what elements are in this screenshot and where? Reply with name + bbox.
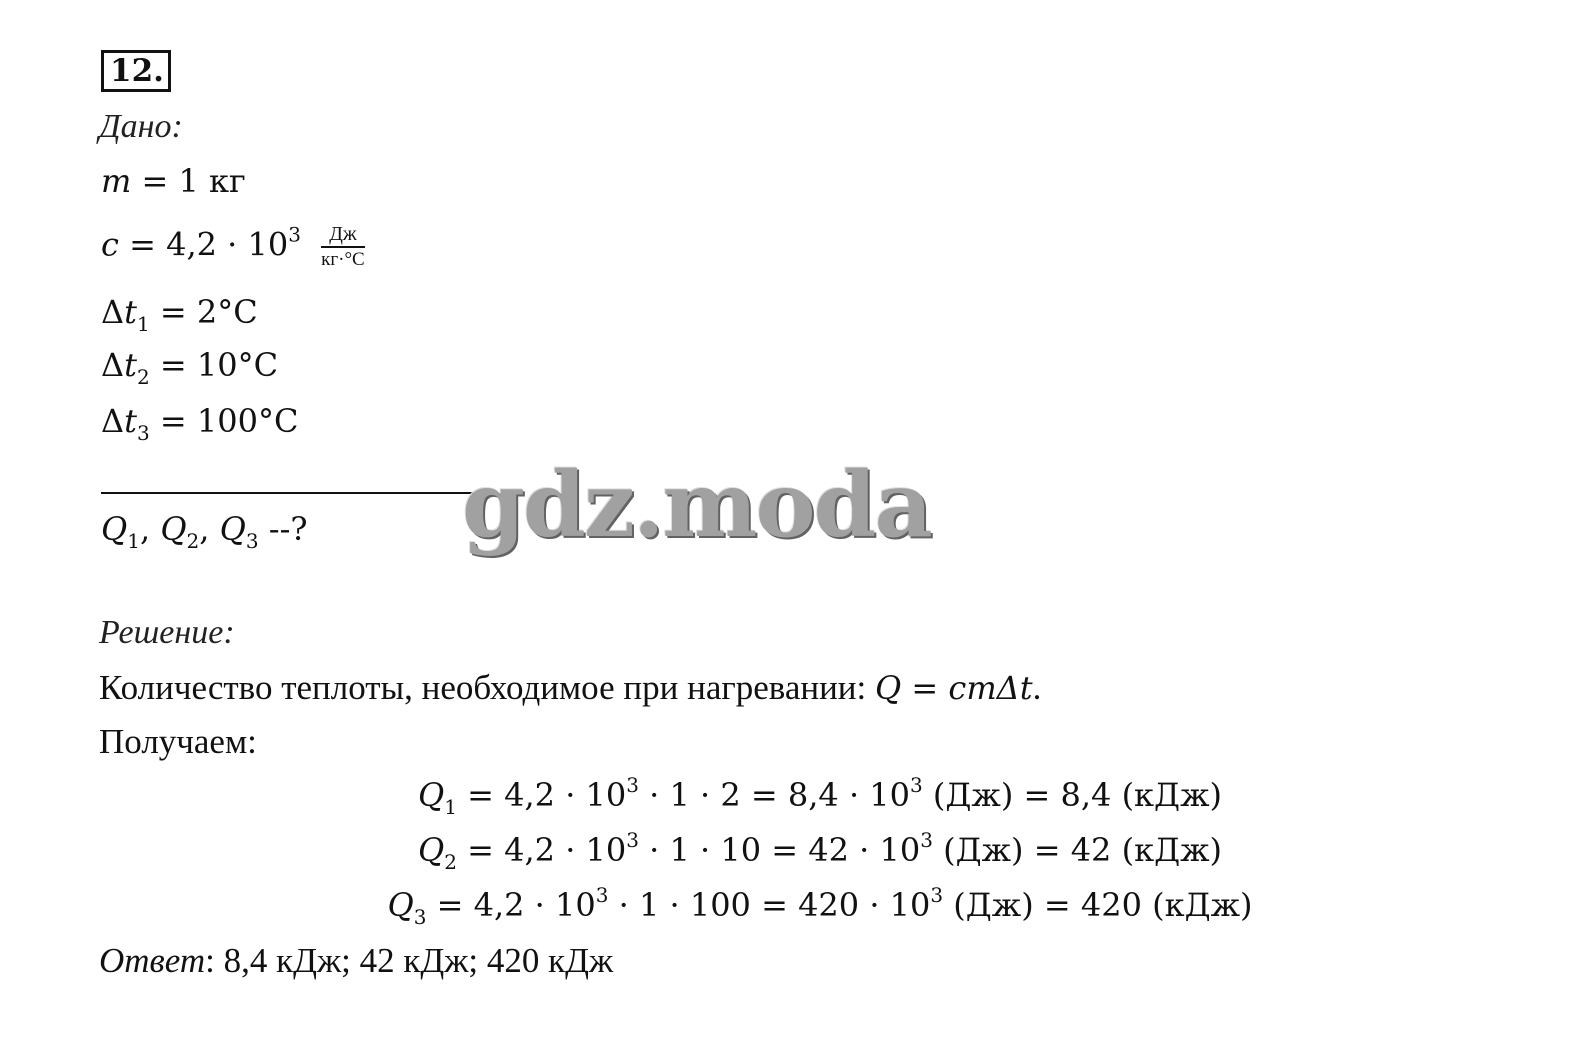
eq-exp: 3 [920,828,933,852]
dt1-sub: 1 [136,312,150,336]
given-mass [101,162,246,200]
dt3-sub: 3 [136,421,150,445]
heat-formula: Q = cmΔt [875,669,1033,707]
eq-part: · 1 · 10 = 42 · 10 [638,831,921,869]
watermark: gdz.moda [462,452,931,558]
eq-exp: 3 [626,773,639,797]
delta-symbol: Δ [101,402,125,440]
dt2-sub: 2 [136,365,150,389]
delta-symbol: Δ [101,346,125,384]
eq-exp: 3 [595,883,609,907]
eq-part: (Дж) = 42 (кДж) [932,831,1222,869]
given-heat-capacity [101,222,365,272]
delta-symbol: Δ [101,293,125,331]
c-exponent: 3 [288,222,301,247]
eq-part: · 1 · 100 = 420 · 10 [608,886,931,924]
find-line: $Q_1$, $Q_2$, $Q_3$ --? [101,510,308,553]
c-unit-numerator: Дж [321,222,365,248]
given-divider [101,492,473,494]
equation-q1 [0,773,1582,819]
problem-number: 12. [101,50,171,92]
dt1-value: = 2°C [149,293,258,331]
eq-part: · 1 · 2 = 8,4 · 10 [638,776,911,814]
q-sub: 3 [413,905,427,929]
given-dt2 [101,346,279,389]
q-var: Q [387,886,414,924]
given-dt1 [101,293,258,336]
t-var: t [124,402,137,440]
answer-line [99,941,613,981]
solution-line-1 [99,668,1041,708]
q2-var: Q [160,510,187,548]
q-sub: 2 [444,850,457,874]
given-heading: Дано: [99,108,183,145]
solution-heading: Решение: [99,614,235,651]
equation-q2 [0,828,1582,874]
given-dt3 [101,402,299,445]
eq-exp: 3 [910,773,923,797]
answer-label: Ответ [99,941,206,980]
eq-part: (Дж) = 420 (кДж) [943,886,1253,924]
c-var: c [101,225,119,264]
period: . [1032,668,1042,707]
c-unit-fraction [321,222,365,272]
solution-text: Количество теплоты, необходимое при нагревании: [99,668,876,707]
mass-var: m [101,162,132,200]
t-var: t [124,346,137,384]
eq-part: (Дж) = 8,4 (кДж) [922,776,1222,814]
eq-part: = 4,2 · 10 [426,886,596,924]
q-var: Q [418,831,445,869]
q3-var: Q [219,510,246,548]
t-var: t [124,293,137,331]
dt3-value: = 100°C [149,402,299,440]
equation-q3 [0,883,1582,929]
eq-part: = 4,2 · 10 [456,776,627,814]
eq-exp: 3 [930,883,944,907]
eq-exp: 3 [626,828,639,852]
c-unit-denominator: кг·°С [321,249,365,270]
solution-line-2: Получаем: [99,722,257,761]
q1-var: Q [101,510,128,548]
eq-part: = 4,2 · 10 [456,831,627,869]
q-var: Q [418,776,445,814]
find-question: --? [258,510,308,548]
mass-value: = 1 кг [131,162,246,200]
c-value: = 4,2 · 10 [118,225,289,264]
answer-text: : 8,4 кДж; 42 кДж; 420 кДж [205,941,614,980]
q3-sub: 3 [245,529,259,553]
q1-sub: 1 [127,529,140,553]
dt2-value: = 10°C [149,346,279,384]
q-sub: 1 [444,795,457,819]
q2-sub: 2 [186,529,200,553]
